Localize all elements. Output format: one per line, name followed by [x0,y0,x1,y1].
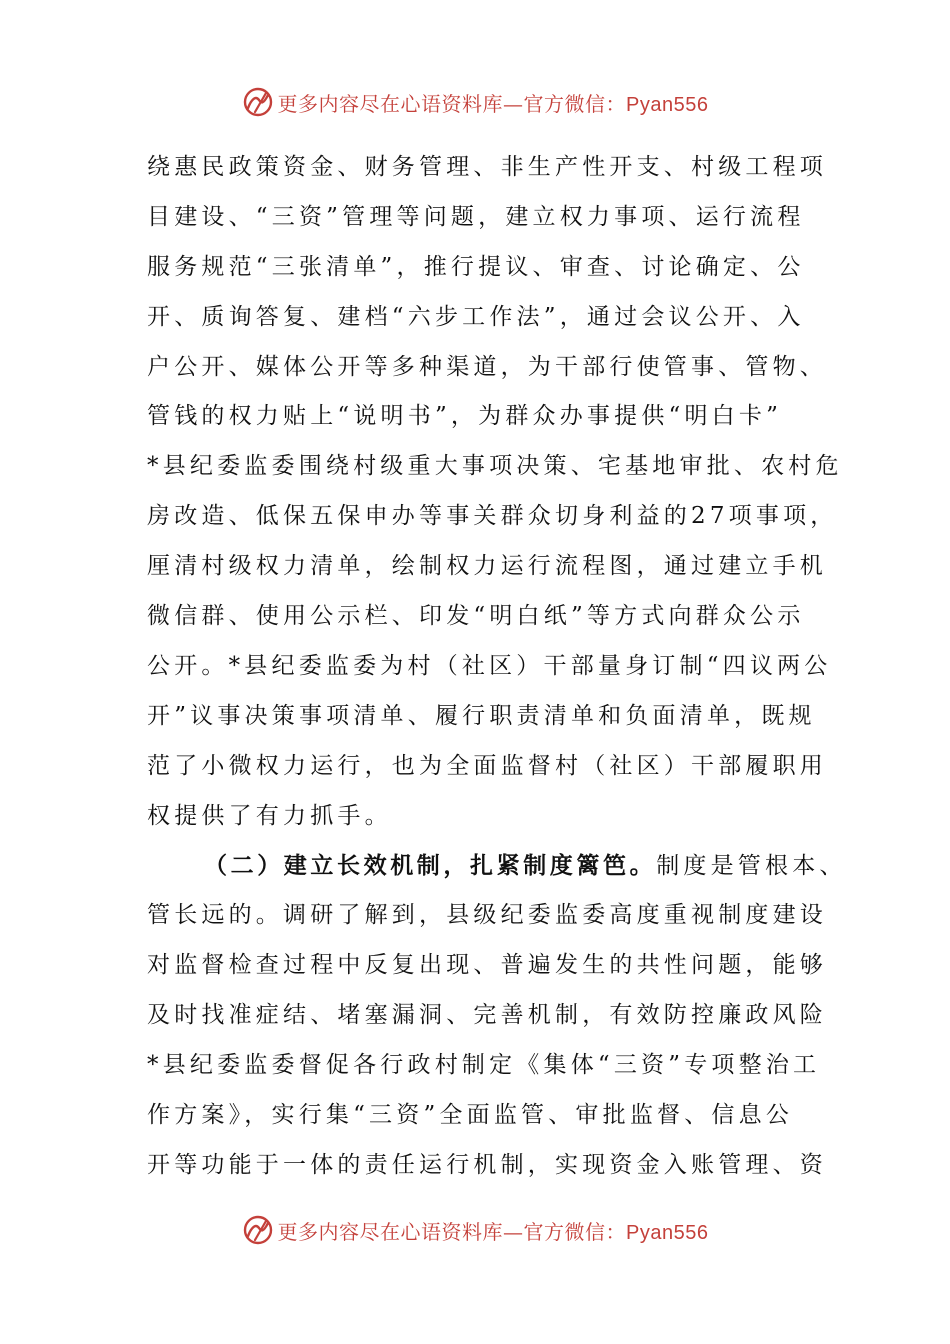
text-line: *县纪委监委围绕村级重大事项决策、宅基地审批、农村危 [147,453,843,480]
watermark-wechat-id: Pyan556 [626,93,709,116]
document-body [147,143,847,1191]
watermark-wechat-id: Pyan556 [626,1221,709,1244]
text-line: 管钱的权力贴上“说明书”，为群众办事提供“明白卡” [147,403,783,430]
heading-line-rest: 制度是管根本、 [656,853,847,880]
watermark-text-top [278,88,709,117]
watermark-prefix: 更多内容尽在心语资料库—官方微信： [277,91,627,116]
text-line: 开”议事决策事项清单、履行职责清单和负面清单，既规 [147,702,816,729]
watermark-prefix: 更多内容尽在心语资料库—官方微信： [277,1219,627,1244]
text-line: 微信群、使用公示栏、印发“明白纸”等方式向群众公示 [147,603,805,630]
text-line: 对监督检查过程中反复出现、普遍发生的共性问题，能够 [147,952,827,979]
text-line: 绕惠民政策资金、财务管理、非生产性开支、村级工程项 [147,154,827,180]
section-heading-line [147,841,847,891]
watermark-banner-top [0,84,950,120]
text-line: 范了小微权力运行，也为全面监督村（社区）干部履职用 [147,752,827,779]
text-line: 开等功能于一体的责任运行机制，实现资金入账管理、资 [147,1151,827,1178]
text-line: 开、质询答复、建档“六步工作法”，通过会议公开、入 [147,303,805,330]
watermark-banner-bottom [0,1212,950,1248]
watermark-text-bottom [278,1216,709,1245]
paragraph-2 [147,841,847,1190]
text-line: 厘清村级权力清单，绘制权力运行流程图，通过建立手机 [147,553,827,580]
text-line: 房改造、低保五保申办等事关群众切身利益的27项事项， [147,503,838,530]
text-line: 权提供了有力抓手。 [147,802,392,829]
text-line: 管长远的。调研了解到，县级纪委监委高度重视制度建设 [147,902,827,929]
text-line: *县纪委监委督促各行政村制定《集体“三资”专项整治工 [147,1052,821,1079]
section-heading: （二）建立长效机制，扎紧制度篱笆。 [204,852,657,880]
text-line: 目建设、“三资”管理等问题，建立权力事项、运行流程 [147,203,805,230]
paragraph-1 [147,143,843,841]
signature-pen-logo-icon [242,1214,274,1246]
text-line: 户公开、媒体公开等多种渠道，为干部行使管事、管物、 [147,353,827,380]
text-line: 服务规范“三张清单”，推行提议、审查、讨论确定、公 [147,253,805,280]
text-line: 公开。*县纪委监委为村（社区）干部量身订制“四议两公 [147,652,832,679]
signature-pen-logo-icon [242,86,274,118]
text-line: 作方案》，实行集“三资”全面监管、审批监督、信息公 [147,1101,794,1128]
text-line: 及时找准症结、堵塞漏洞、完善机制，有效防控廉政风险 [147,1002,827,1029]
